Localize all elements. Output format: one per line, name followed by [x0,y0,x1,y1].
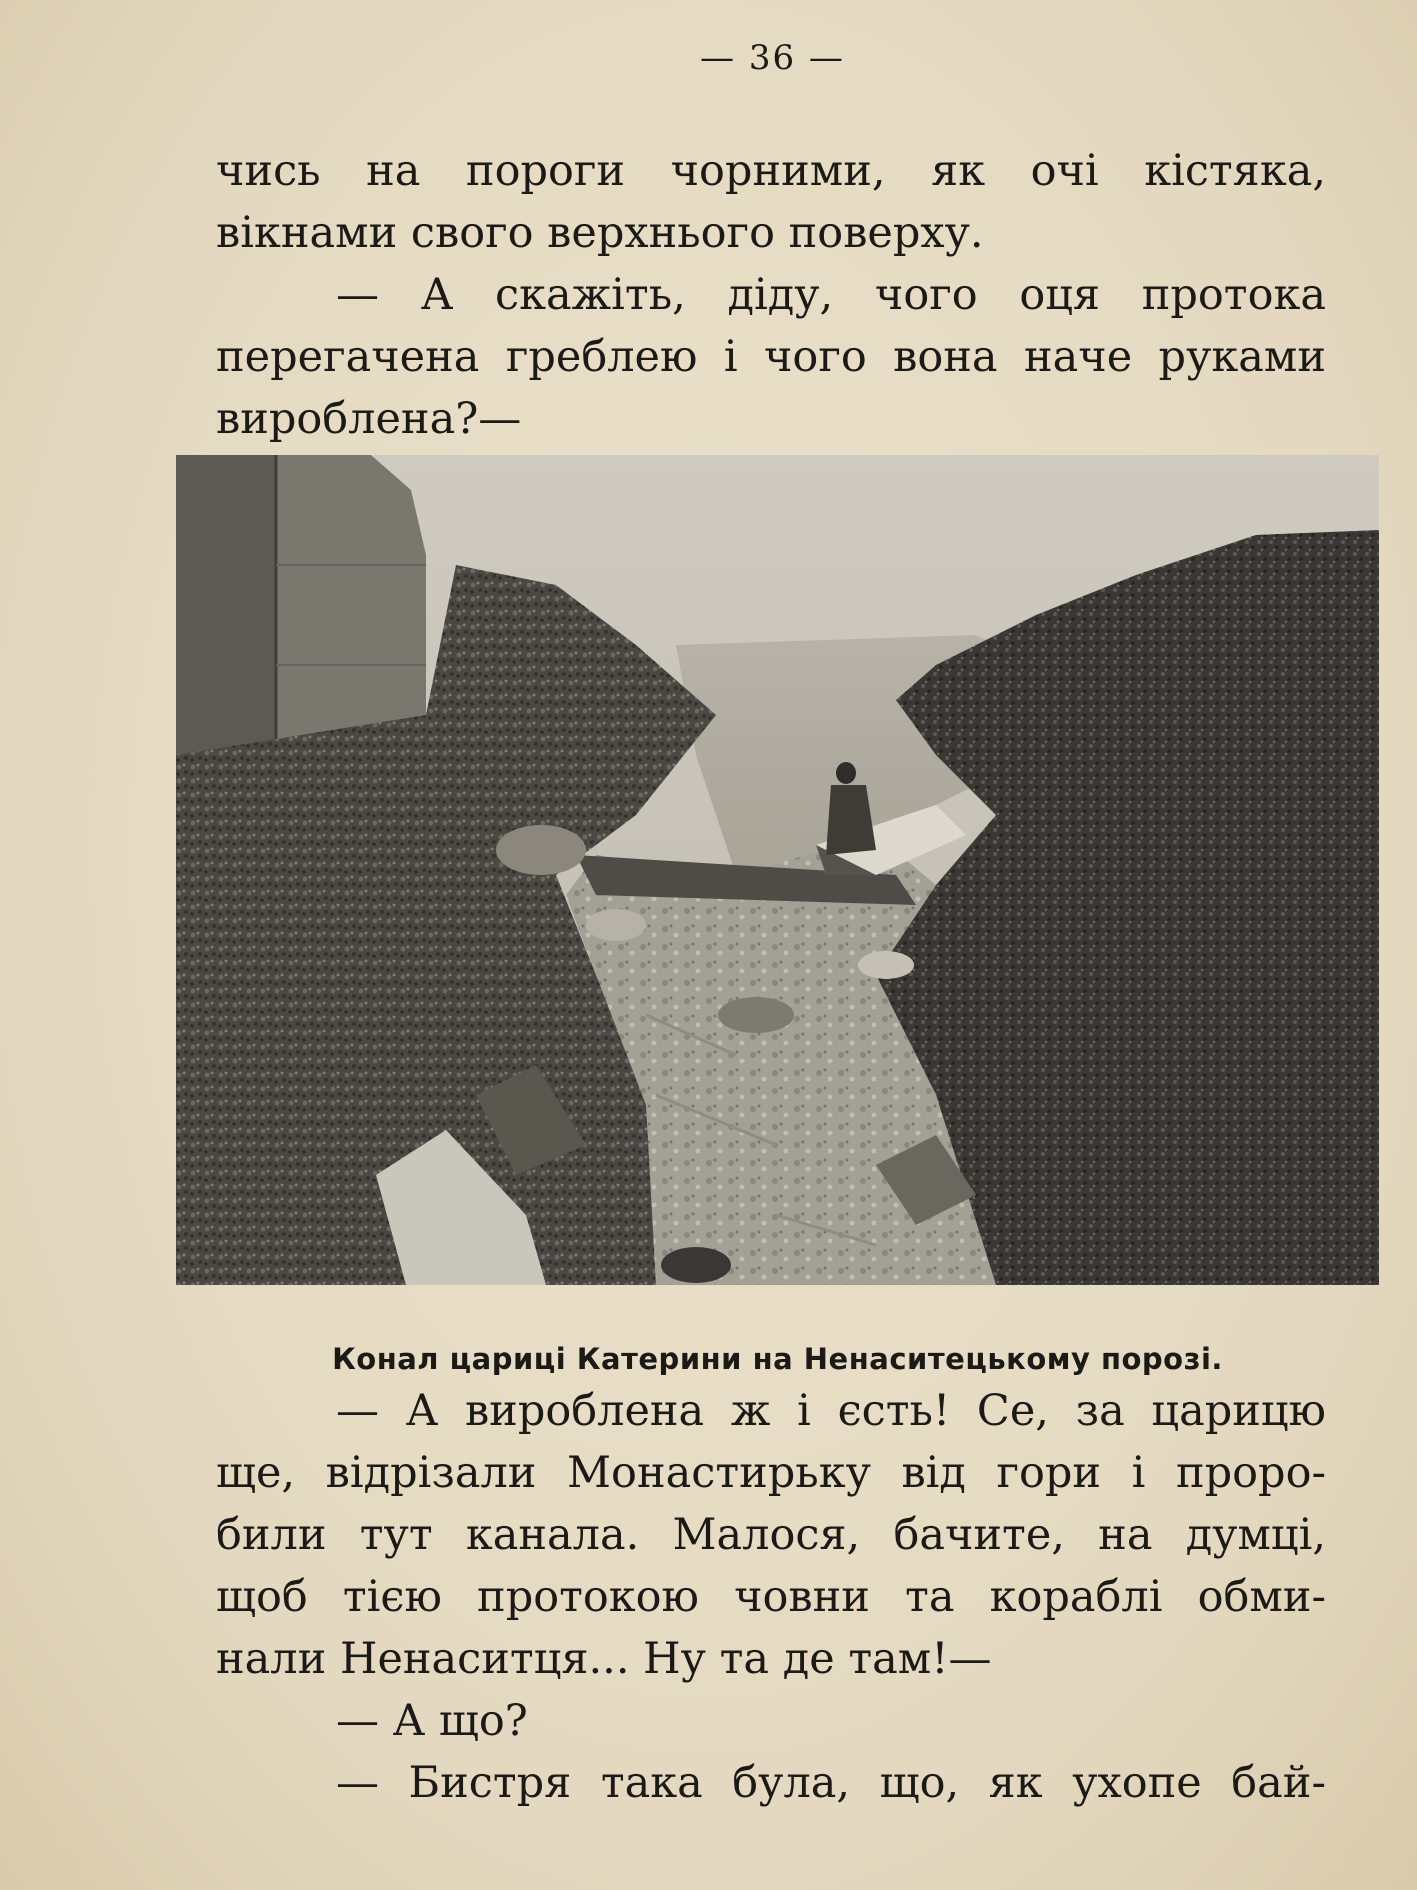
canal-photograph [176,455,1379,1285]
text-line: перегачена греблею і чого вона наче руками [216,332,1326,382]
text-line: — А що? [336,1696,528,1746]
text-line: чись на пороги чорними, як очі кістяка, [216,146,1326,196]
text-line: — А вироблена ж і єсть! Се, за царицю [336,1386,1326,1436]
text-line: ще, відрізали Монастирьку від гори і проро- [216,1448,1326,1498]
text-line: вироблена?— [216,394,522,444]
text-line: щоб тією протокою човни та кораблі обми- [216,1572,1326,1622]
page-number: — 36 — [700,38,845,78]
text-line: нали Ненаситця... Ну та де там!— [216,1634,992,1684]
text-line: били тут канала. Малося, бачите, на думці, [216,1510,1326,1560]
text-line: вікнами свого верхнього поверху. [216,208,984,258]
text-line: — Бистря така була, що, як ухопе бай- [336,1758,1326,1808]
bottom-paragraph [216,1380,1326,1814]
top-paragraph [216,140,1326,450]
text-line: — А скажіть, діду, чого оця протока [336,270,1326,320]
photo-illustration [176,455,1379,1285]
photo-caption: Конал цариці Катерини на Ненаситецькому порозі. [332,1342,1223,1376]
